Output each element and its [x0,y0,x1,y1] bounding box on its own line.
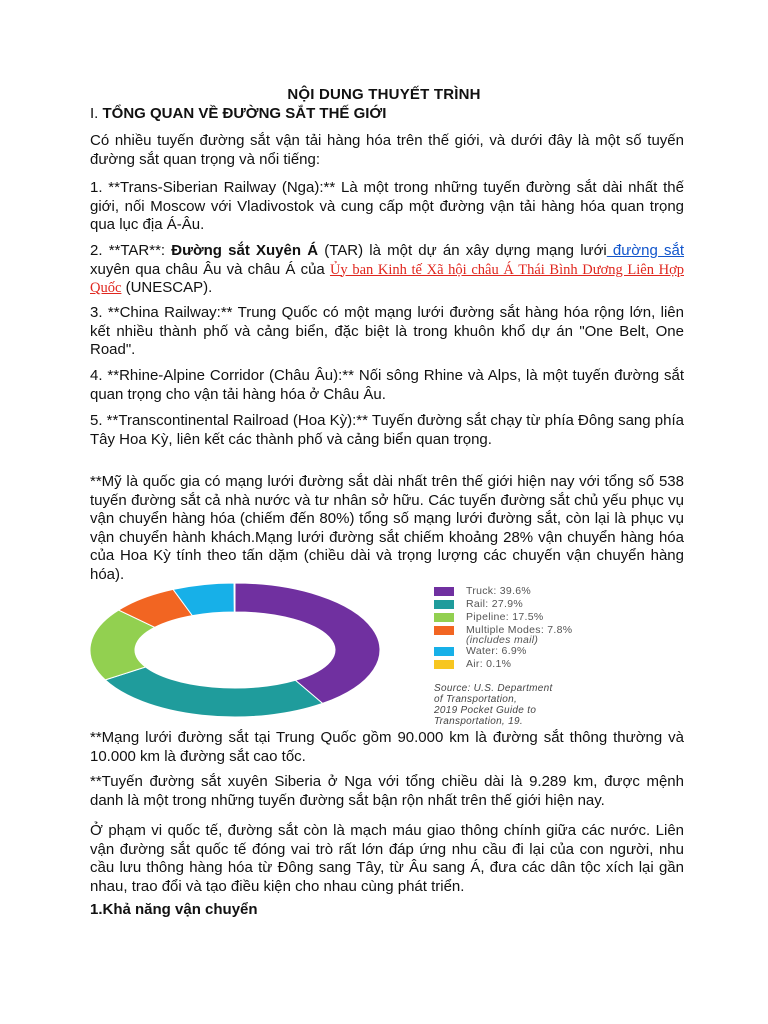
legend-swatch-air [434,660,454,669]
legend-item-water [434,646,634,658]
tar-bold-name: Đường sắt Xuyên Á [171,242,319,259]
donut-slices [90,583,380,717]
tar-mid: (TAR) là một dự án xây dựng mạng lưới [318,242,607,259]
legend-item-multiple-modes [434,624,634,646]
list-item-rhine-alpine: 4. **Rhine-Alpine Corridor (Châu Âu):** Nối sông Rhine và Alps, là một tuyến đường sắt quan trọng cho vận tải hàng hóa ở Châu Âu. [90,367,684,403]
legend-item-pipeline [434,612,634,624]
legend-label-rail: Rail: 27.9% [466,598,523,610]
source-line-2: of Transportation, [434,694,518,705]
legend-swatch-water [434,647,454,656]
legend-item-rail [434,599,634,611]
railway-link[interactable]: đường sắt [606,242,685,259]
usa-paragraph: **Mỹ là quốc gia có mạng lưới đường sắt dài nhất trên thế giới hiện nay với tổng số 538 tuyến đường sắt cả nhà nước và tư nhân sở hữu. Các tuyến đường sắt chủ yếu phục vụ vận chuyển hàng hóa (chiếm đến 80%) tổng số mạng lưới đường sắt, còn lại là phục vụ vận chuyển hành khách.Mạng lưới đường sắt chiếm khoảng 28% vận chuyển hàng hóa của Hoa Kỳ tính theo tấn dặm (chiều dài và trọng lượng các chuyến vận chuyển hàng hóa). [90,473,684,583]
list-item-transcontinental: 5. **Transcontinental Railroad (Hoa Kỳ):** Tuyến đường sắt chạy từ phía Đông sang phía Tây Hoa Kỳ, liên kết các thành phố và cảng biển quan trọng. [90,412,684,448]
tar-prefix: 2. **TAR**: [90,242,172,259]
legend-label-pipeline: Pipeline: 17.5% [466,611,544,623]
page-title: NỘI DUNG THUYẾT TRÌNH [287,86,481,103]
source-line-3: 2019 Pocket Guide to [434,705,537,716]
list-item-tar [90,242,684,298]
source-line-4: Transportation, 19. [434,716,523,727]
chart-source [434,683,553,727]
tar-suffix: (UNESCAP). [121,279,213,296]
donut-slice-truck [235,583,380,703]
donut-slice-rail [105,667,322,717]
list-item-china-railway: 3. **China Railway:** Trung Quốc có một mạng lưới đường sắt hàng hóa rộng lớn, liên kết nhiều thành phố và cảng biển, đặc biệt là trong khuôn khổ dự án "One Belt, One Road". [90,304,684,358]
legend-swatch-multiple-modes [434,626,454,635]
section-heading [90,105,386,122]
tar-mid2: xuyên qua châu Âu và châu Á của [90,260,330,278]
section-number: I. [90,105,99,122]
intro-paragraph: Có nhiều tuyến đường sắt vận tải hàng hóa trên thế giới, và dưới đây là một số tuyến đường sắt quan trọng và nổi tiếng: [90,132,684,168]
legend-swatch-rail [434,600,454,609]
legend-label-multiple-modes: Multiple Modes: 7.8% [466,624,573,636]
source-line-1: Source: U.S. Department [434,683,553,694]
legend-swatch-pipeline [434,613,454,622]
legend-item-truck [434,586,634,598]
legend-label-air: Air: 0.1% [466,658,512,670]
china-paragraph: **Mạng lưới đường sắt tại Trung Quốc gồm 90.000 km là đường sắt thông thường và 10.000 km là đường sắt cao tốc. [90,729,684,765]
donut-slice-air [234,583,235,612]
legend-swatch-truck [434,587,454,596]
siberia-paragraph: **Tuyến đường sắt xuyên Siberia ở Nga với tổng chiều dài là 9.289 km, được mệnh danh là một trong những tuyến đường sắt bận rộn nhất trên thế giới hiện nay. [90,773,684,809]
unescap-link[interactable]: Ủy ban Kinh tế Xã hội châu Á Thái Bình Dương Liên Hợp Quốc [90,261,684,296]
legend-label-truck: Truck: 39.6% [466,585,532,597]
legend-item-air [434,659,634,671]
subsection-heading: 1.Khả năng vận chuyển [90,901,258,918]
section-title: TỔNG QUAN VỀ ĐƯỜNG SẮT THẾ GIỚI [102,105,387,122]
international-paragraph: Ở phạm vi quốc tế, đường sắt còn là mạch máu giao thông chính giữa các nước. Liên vận đường sắt quốc tế đóng vai trò rất lớn đáp ứng nhu cầu đi lại của con người, nhu cầu lưu thông hàng hóa từ Đông sang Tây, từ Âu sang Á, đưa các dân tộc xích lại gần nhau, trao đổi và tạo điều kiện cho nhau cùng phát triển. [90,822,684,895]
legend-label-water: Water: 6.9% [466,645,527,657]
legend-sublabel-mail: (includes mail) [466,634,539,646]
list-item-trans-siberian: 1. **Trans-Siberian Railway (Nga):** Là một trong những tuyến đường sắt dài nhất thế giới, nối Moscow với Vladivostok và cung cấp một đường vận tải hàng hóa quan trọng qua lục địa Á-Âu. [90,179,684,233]
